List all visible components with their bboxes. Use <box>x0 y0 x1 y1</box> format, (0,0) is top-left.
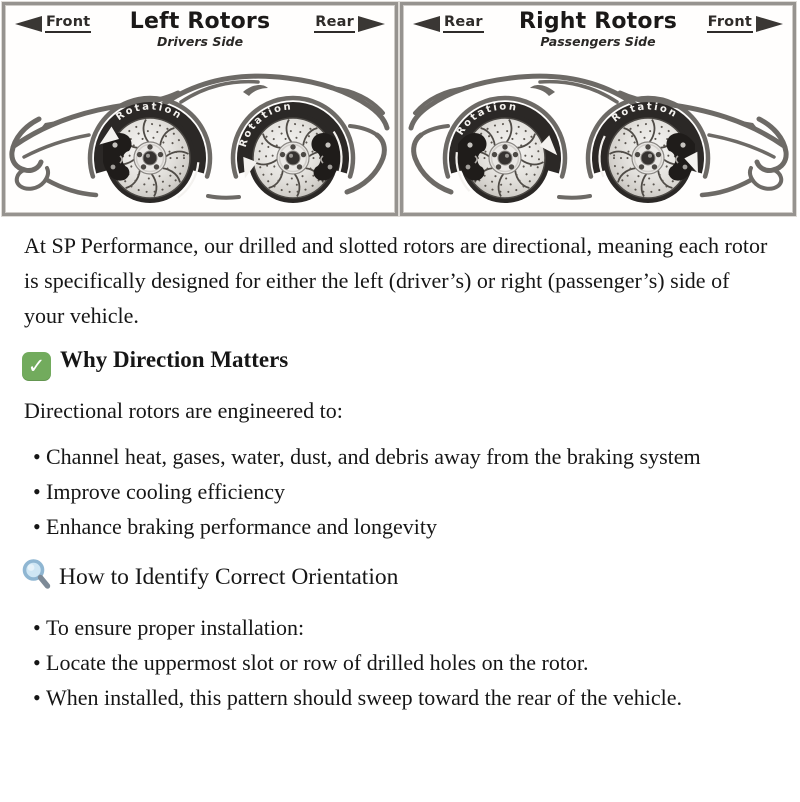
why-direction-matters-heading <box>24 341 775 381</box>
car-body <box>12 76 387 203</box>
panel-title: Left Rotors <box>129 9 271 34</box>
check-mark-icon: ✓ <box>22 352 51 381</box>
arrow-right-icon <box>756 16 783 32</box>
left-panel-header <box>5 5 395 57</box>
list-item: • Enhance braking performance and longevity <box>33 509 723 544</box>
rotor-direction-figure <box>2 2 798 216</box>
orientation-steps-list <box>24 610 723 715</box>
front-direction-indicator <box>707 14 783 33</box>
arrow-right-icon <box>358 16 385 32</box>
heading-text: How to Identify Correct Orientation <box>59 564 399 590</box>
left-rotors-panel <box>2 2 398 216</box>
right-car-illustration <box>403 63 793 213</box>
identify-orientation-heading <box>24 558 775 595</box>
panel-title: Right Rotors <box>518 9 678 34</box>
list-item: • Channel heat, gases, water, dust, and debris away from the braking system <box>33 439 723 474</box>
panel-subtitle: Passengers Side <box>540 34 656 49</box>
list-item: • Locate the uppermost slot or row of drilled holes on the rotor. <box>33 645 723 680</box>
list-item: • When installed, this pattern should sweep toward the rear of the vehicle. <box>33 680 723 715</box>
left-car-illustration <box>5 63 395 213</box>
panel-subtitle: Drivers Side <box>156 34 244 49</box>
intro-paragraph: At SP Performance, our drilled and slotted rotors are directional, meaning each rotor is specifically designed for either the left (driver’s) or right (passenger’s) side of your vehicle. <box>24 233 768 328</box>
direction-label: Front <box>707 14 753 33</box>
list-item: • Improve cooling efficiency <box>33 474 723 509</box>
direction-label: Front <box>45 14 91 33</box>
engineered-to-lead: Directional rotors are engineered to: <box>24 398 343 423</box>
car-body-mirrored <box>411 76 786 203</box>
benefits-list <box>24 439 723 544</box>
article-content <box>0 228 800 715</box>
direction-label: Rear <box>314 14 355 33</box>
list-item: • To ensure proper installation: <box>33 610 723 645</box>
direction-label: Rear <box>443 14 484 33</box>
heading-text: Why Direction Matters <box>60 347 289 372</box>
right-panel-header <box>403 5 793 57</box>
magnifying-glass-icon <box>21 558 52 591</box>
right-rotors-panel <box>400 2 796 216</box>
rear-direction-indicator <box>314 14 385 33</box>
